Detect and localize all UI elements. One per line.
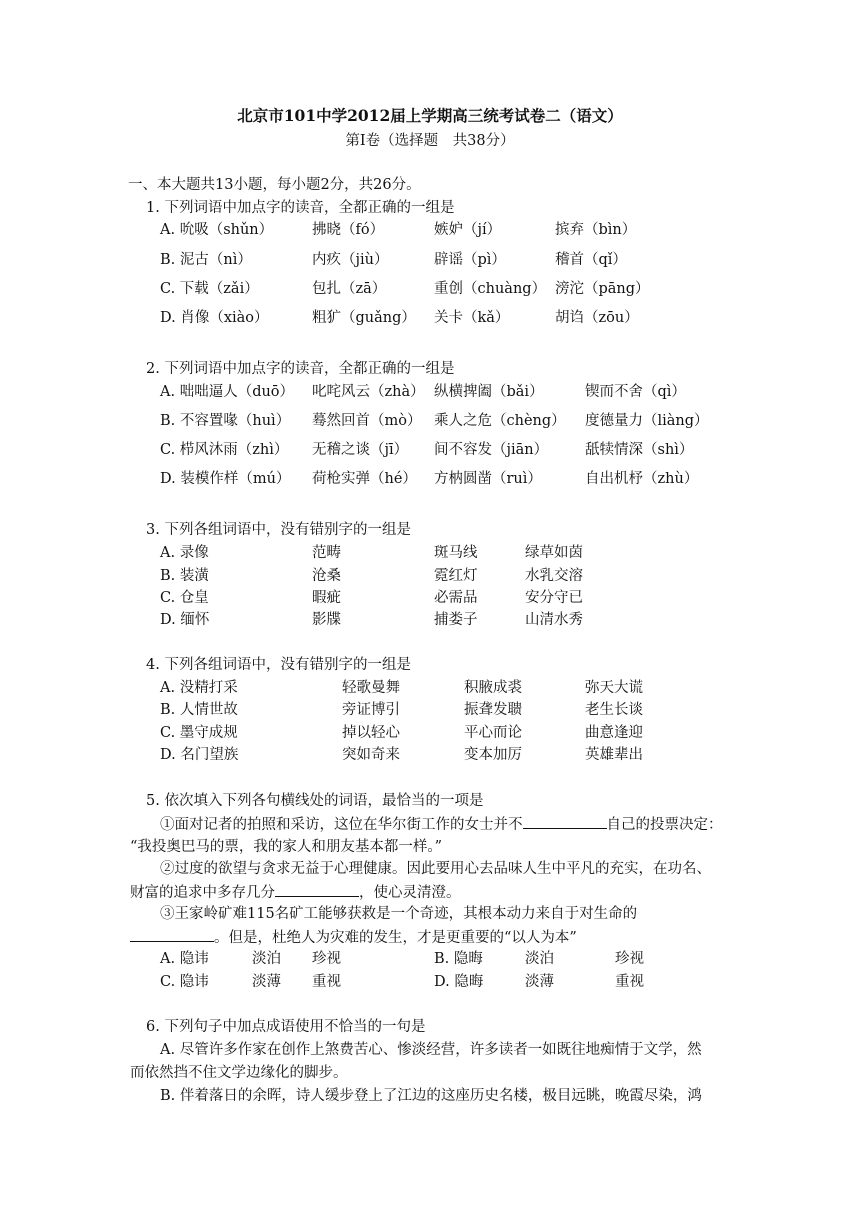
option-cell: 平心而论 — [464, 725, 522, 741]
option-cell: 叱咤风云（zhà） — [312, 384, 425, 400]
option-cell: D. 肖像（xiào） — [160, 310, 269, 326]
option-cell: 捕娄子 — [434, 612, 478, 628]
option-cell: 重创（chuàng） — [434, 281, 547, 297]
option-cell: A. 录像 — [160, 545, 209, 561]
option-cell: 暇疵 — [312, 590, 341, 606]
option-cell: B. 隐晦 — [434, 951, 483, 967]
option-cell: A. 吮吸（shǔn） — [160, 222, 274, 238]
option-cell: 锲而不舍（qì） — [585, 384, 686, 400]
sentence-text: “我投奥巴马的票，我的家人和朋友基本都一样。” — [130, 839, 443, 855]
option-cell: 绿草如茵 — [525, 545, 583, 561]
option-cell: 影牒 — [312, 612, 341, 628]
sentence-2 — [130, 882, 461, 903]
option-cell: 安分守已 — [525, 590, 583, 606]
option-cell: 滂沱（pāng） — [555, 281, 650, 297]
option-cell: D. 隐晦 — [434, 974, 484, 990]
option-cell: 珍视 — [615, 951, 644, 967]
option-cell: 辟谣（pì） — [434, 252, 506, 268]
option-cell: A. 没精打采 — [160, 680, 238, 696]
option-cell: 纵横捭阖（bǎi） — [434, 384, 544, 400]
option-cell: C. 栉风沐雨（zhì） — [160, 442, 289, 458]
option-cell: 拂晓（fó） — [312, 222, 385, 238]
option-cell: 重视 — [312, 974, 341, 990]
option-cell: 稽首（qǐ） — [555, 252, 627, 268]
option-cell: 淡薄 — [525, 974, 554, 990]
option-cell: 必需品 — [434, 590, 478, 606]
option-cell: 关卡（kǎ） — [434, 310, 510, 326]
option-cell: C. 下载（zǎi） — [160, 281, 259, 297]
option-cell: B. 人情世故 — [160, 702, 238, 718]
question-stem: 3. 下列各组词语中，没有错别字的一组是 — [146, 522, 411, 538]
option-cell: 舐犊情深（shì） — [585, 442, 694, 458]
option-cell: 霓红灯 — [434, 568, 478, 584]
exam-title: 北京市101中学2012届上学期高三统考试卷二（语文） — [237, 106, 623, 125]
option-cell: 摈弃（bìn） — [555, 222, 637, 238]
option-cell: D. 名门望族 — [160, 747, 239, 763]
option-cell: 旁证博引 — [342, 702, 400, 718]
option-cell: 沧桑 — [312, 568, 341, 584]
sentence-3 — [130, 927, 577, 948]
option-cell: 方枘圆凿（ruì） — [434, 471, 542, 487]
option-cell: 英雄辈出 — [585, 747, 643, 763]
option-cell: 范畴 — [312, 545, 341, 561]
option-cell: 老生长谈 — [585, 702, 643, 718]
option-cell: A. 咄咄逼人（duō） — [160, 384, 295, 400]
option-cell: 内疚（jiù） — [312, 252, 389, 268]
option-cell: 胡诌（zōu） — [555, 310, 639, 326]
option-cell: C. 仓皇 — [160, 590, 209, 606]
option-cell: 淡泊 — [525, 951, 554, 967]
question-stem: 1. 下列词语中加点字的读音，全都正确的一组是 — [146, 200, 455, 216]
option-cell: 乘人之危（chèng） — [434, 413, 566, 429]
option-cell: 淡泊 — [252, 951, 281, 967]
option-cell: 度德量力（liàng） — [585, 413, 709, 429]
sentence-text: ①面对记者的拍照和采访，这位在华尔街工作的女士并不 — [160, 817, 523, 833]
sentence-text: ③王家岭矿难115名矿工能够获救是一个奇迹，其根本动力来自于对生命的 — [160, 906, 638, 922]
option-cell: B. 不容置喙（huì） — [160, 413, 291, 429]
option-cell: C. 墨守成规 — [160, 725, 238, 741]
option-cell: D. 装模作样（mú） — [160, 471, 291, 487]
option-cell: 突如奇来 — [342, 747, 400, 763]
sentence-text: A. 尽管许多作家在创作上煞费苦心、惨淡经营，许多读者一如既往地痴情于文学，然 — [160, 1042, 702, 1058]
sentence-text: B. 伴着落日的余晖，诗人缓步登上了江边的这座历史名楼，极目远眺，晚霞尽染，鸿 — [160, 1088, 702, 1104]
option-cell: 蓦然回首（mò） — [312, 413, 422, 429]
fill-blank — [523, 814, 607, 829]
option-cell: 包扎（zā） — [312, 281, 387, 297]
option-cell: 嫉妒（jí） — [434, 222, 502, 238]
option-cell: 曲意逢迎 — [585, 725, 643, 741]
option-cell: 弥天大谎 — [585, 680, 643, 696]
section-heading: 一、本大题共13小题，每小题2分，共26分。 — [128, 177, 421, 193]
option-cell: 荷枪实弹（hé） — [312, 471, 417, 487]
option-cell: 间不容发（jiān） — [434, 442, 549, 458]
fill-blank — [275, 882, 359, 897]
sentence-text: 而依然挡不住文学边缘化的脚步。 — [130, 1065, 348, 1081]
fill-blank — [130, 927, 214, 942]
option-cell: A. 隐讳 — [160, 951, 209, 967]
sentence-text: ，使心灵清澄。 — [359, 885, 461, 901]
option-cell: 山清水秀 — [525, 612, 583, 628]
option-cell: 粗犷（guǎng） — [312, 310, 416, 326]
exam-subtitle: 第Ⅰ卷（选择题 共38分） — [345, 133, 515, 149]
option-cell: 重视 — [615, 974, 644, 990]
option-cell: B. 装潢 — [160, 568, 209, 584]
option-cell: 淡薄 — [252, 974, 281, 990]
option-cell: 自出机杼（zhù） — [585, 471, 699, 487]
option-cell: 水乳交溶 — [525, 568, 583, 584]
question-stem: 2. 下列词语中加点字的读音，全都正确的一组是 — [146, 361, 455, 377]
option-cell: 变本加厉 — [464, 747, 522, 763]
sentence-text: 财富的追求中多存几分 — [130, 885, 275, 901]
option-cell: 积腋成裘 — [464, 680, 522, 696]
option-cell: D. 缅怀 — [160, 612, 210, 628]
sentence-text: 。但是，杜绝人为灾难的发生，才是更重要的“以人为本” — [214, 930, 577, 946]
sentence-text: 自己的投票决定： — [606, 817, 723, 833]
option-cell: 轻歌曼舞 — [342, 680, 400, 696]
option-cell: 珍视 — [312, 951, 341, 967]
option-cell: 振聋发聩 — [464, 702, 522, 718]
question-stem: 6. 下列句子中加点成语使用不恰当的一句是 — [146, 1019, 426, 1035]
option-cell: C. 隐讳 — [160, 974, 209, 990]
question-stem: 5. 依次填入下列各句横线处的词语，最恰当的一项是 — [146, 793, 484, 809]
option-cell: B. 泥古（nì） — [160, 252, 252, 268]
sentence-1 — [160, 814, 723, 835]
option-cell: 掉以轻心 — [342, 725, 400, 741]
option-cell: 斑马线 — [434, 545, 478, 561]
question-stem: 4. 下列各组词语中，没有错别字的一组是 — [146, 657, 411, 673]
option-cell: 无稽之谈（jī） — [312, 442, 409, 458]
sentence-text: ②过度的欲望与贪求无益于心理健康。因此要用心去品味人生中平凡的充实，在功名、 — [160, 861, 711, 877]
